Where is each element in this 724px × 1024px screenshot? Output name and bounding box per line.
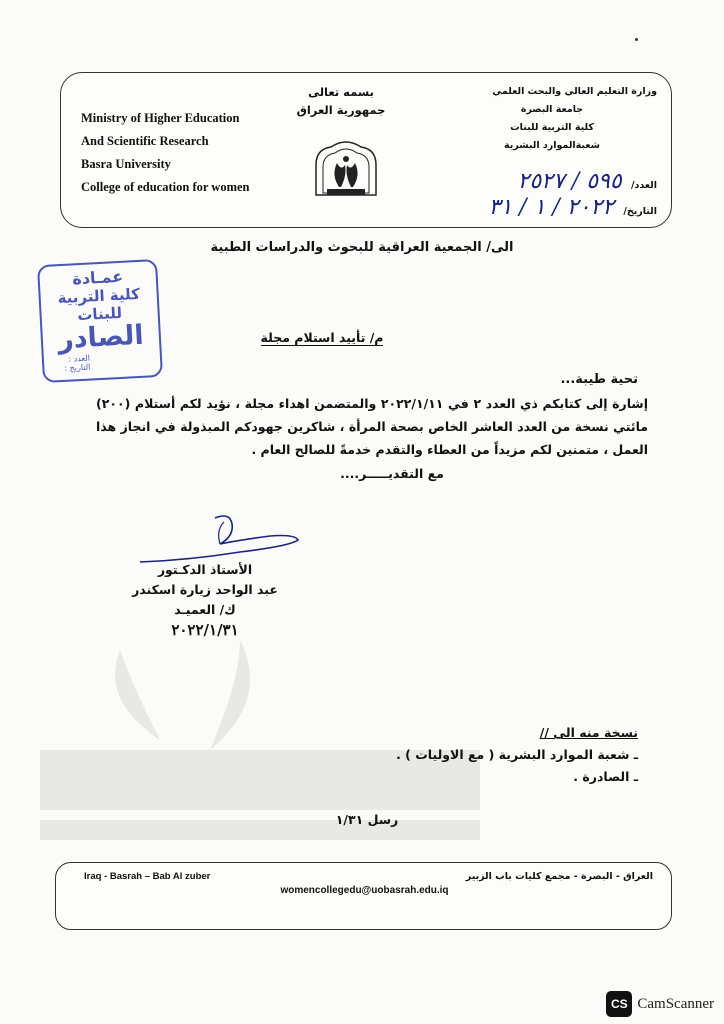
camscanner-logo-icon: CS [606, 991, 632, 1017]
number-label: العدد/ [630, 180, 657, 191]
signatory-name: عبد الواحد زيارة اسكندر [132, 582, 278, 597]
subject-line [0, 330, 724, 345]
dispatch-note: رسل ١/٣١ [335, 812, 399, 827]
basmala-line: بسمه تعالى [308, 85, 374, 99]
ministry-ar-line: وزارة التعليم العالي والبحث العلمي [492, 86, 657, 97]
college-ar-line: كلية التربية للبنات [510, 122, 594, 133]
scan-speck [635, 38, 638, 41]
signatory-title: الأستاذ الدكـتور [157, 562, 253, 577]
outgoing-stamp [37, 259, 163, 383]
addressee: الى/ الجمعية العراقية للبحوث والدراسات الطبية [210, 240, 514, 255]
footer-email: womencollegedu@uobasrah.edu.iq [280, 885, 449, 896]
college-logo-icon [301, 135, 391, 201]
stamp-date-label: التاريخ : [64, 362, 91, 373]
copy-recipient: ـ الصادرة . [573, 769, 638, 784]
letterhead-center [281, 83, 401, 119]
university-line: Basra University [81, 157, 171, 171]
signatory-position: ك/ العميـد [174, 602, 236, 617]
date-value: ٢٠٢٢ / ١ / ٣١ [488, 195, 615, 220]
copy-recipient: ـ شعبة الموارد البشرية ( مع الاوليات ) . [396, 747, 638, 762]
signature-date: ٢٠٢٢/١/٣١ [171, 621, 239, 639]
greeting: تحية طيبة... [560, 372, 638, 387]
university-ar-line: جامعة البصرة [520, 104, 584, 115]
republic-line: جمهورية العراق [296, 103, 386, 117]
closing-regards: مع التقديـــــر.... [340, 466, 444, 481]
letter-body: إشارة إلى كتابكم ذي العدد ٢ في ٢٠٢٢/١/١١ والمتضمن اهداء مجلة ، نؤيد لكم أستلام (٢٠٠) مائتي نسخة من العدد العاشر الخاص بصحة المرأة ، شاكرين جهودكم المبذولة في انجاز هذا العمل ، متمنين لكم مزيداً من العطاء والتقدم خدمةً للصالح العام . [96, 396, 648, 457]
stamp-college: كلية التربية للبنات [57, 284, 141, 325]
hr-dept-line: شعبةالموارد البشرية [503, 140, 600, 151]
college-line: College of education for women [81, 180, 250, 194]
letterhead-english [81, 107, 321, 199]
reference-date [489, 195, 657, 220]
copies-section [396, 722, 638, 788]
date-label: التاريخ/ [623, 206, 657, 217]
number-value: ٥٩٥ / ٢٥٢٧ [517, 169, 622, 194]
copies-title: نسخة منه الى // [539, 725, 638, 740]
ministry-line: Ministry of Higher Education [81, 111, 240, 125]
subject-text: م/ تأييد استلام مجلة [260, 330, 384, 345]
reference-number [518, 169, 657, 194]
stamp-outgoing: الصادر [57, 319, 145, 356]
stamp-number-label: العدد : [68, 353, 91, 364]
research-line: And Scientific Research [81, 134, 209, 148]
letterhead [60, 72, 672, 228]
camscanner-text: CamScanner [637, 995, 714, 1012]
footer-address-arabic: العراق - البصرة - مجمع كليات باب الزبير [465, 871, 653, 882]
signature-block [110, 560, 300, 640]
camscanner-watermark [606, 990, 714, 1018]
footer-address-english: Iraq - Basrah – Bab Al zuber [84, 871, 211, 882]
stamp-deanship: عمـادة [71, 266, 124, 289]
letter-footer [55, 862, 672, 930]
letterhead-arabic [467, 83, 657, 155]
